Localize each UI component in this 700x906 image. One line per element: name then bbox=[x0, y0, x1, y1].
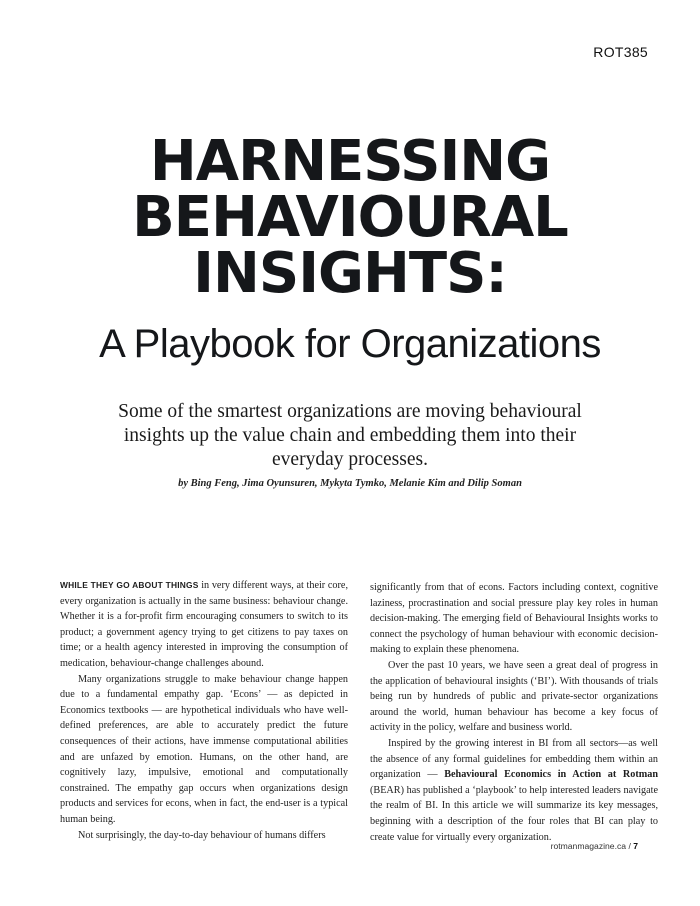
paragraph bbox=[370, 736, 658, 845]
paragraph-text: (BEAR) has published a ‘playbook’ to help interested leaders navigate the realm of BI. In this article we will summarize its key messages, beginning with a description of the four roles that BI can play to create value for virtually every organization. bbox=[370, 784, 658, 843]
paragraph: significantly from that of econs. Factors including context, cognitive laziness, procrastination and social pressure play key roles in human decision-making. The emerging field of Behavioural Insights works to connect the psychology of human behaviour with economic decision-making to explain these phenomena. bbox=[370, 582, 658, 656]
body-column-left bbox=[60, 578, 348, 843]
headline-line-2: BEHAVIOURAL bbox=[132, 185, 568, 250]
issue-code: ROT385 bbox=[593, 44, 648, 60]
byline: by Bing Feng, Jima Oyunsuren, Mykyta Tymko, Melanie Kim and Dilip Soman bbox=[178, 478, 522, 489]
body-column-right bbox=[370, 580, 658, 845]
page-footer bbox=[551, 841, 638, 851]
deck: Some of the smartest organizations are moving behavioural insights up the value chain and embedding them into their everyday processes. bbox=[118, 401, 582, 470]
headline-line-1: HARNESSING bbox=[149, 129, 551, 194]
paragraph bbox=[60, 578, 348, 672]
subtitle: A Playbook for Organizations bbox=[99, 322, 601, 366]
paragraph: Not surprisingly, the day-to-day behaviour of humans differs bbox=[78, 829, 326, 841]
headline-line-3: INSIGHTS: bbox=[193, 241, 507, 306]
page-number: 7 bbox=[633, 841, 638, 851]
lead-in: WHILE THEY GO ABOUT THINGS bbox=[60, 580, 199, 590]
footer-site: rotmanmagazine.ca / bbox=[550, 841, 634, 851]
headline bbox=[0, 129, 700, 306]
organization-name: Behavioural Economics in Action at Rotman bbox=[444, 769, 658, 781]
paragraph: Over the past 10 years, we have seen a great deal of progress in the application of behavioural insights (‘BI’). With thousands of trials being run by hundreds of public and private-sector organizations around the world, human behaviour has become a key focus of activity in the policy, welfare and business world. bbox=[370, 659, 658, 734]
paragraph: Many organizations struggle to make behaviour change happen due to a fundamental empathy gap. ‘Econs’ — as depicted in Economics textbooks — are hypothetical individuals who have well-defined preferences, are able to accurately predict the future consequences of their actions, have immense computational abilities and are unfazed by emotion. Humans, on the other hand, are cognitively lazy, impulsive, emotional and computationally constrained. The empathy gap occurs when organizations design products and services for econs, when in fact, the end-user is a typical human being. bbox=[60, 673, 348, 825]
paragraph-text: in very different ways, at their core, every organization is actually in the same business: behaviour change. Whether it is a for-profit firm encouraging consumers to switch to its product; a government agency trying to get citizens to pay taxes on time; or a health agency interested in improving the consumption of medication, behaviour-change challenges abound. bbox=[60, 580, 348, 669]
paragraph-text: Inspired by the growing interest in BI from all sectors—as well the absence of any formal guidelines for embedding them within an organization — bbox=[370, 737, 658, 781]
